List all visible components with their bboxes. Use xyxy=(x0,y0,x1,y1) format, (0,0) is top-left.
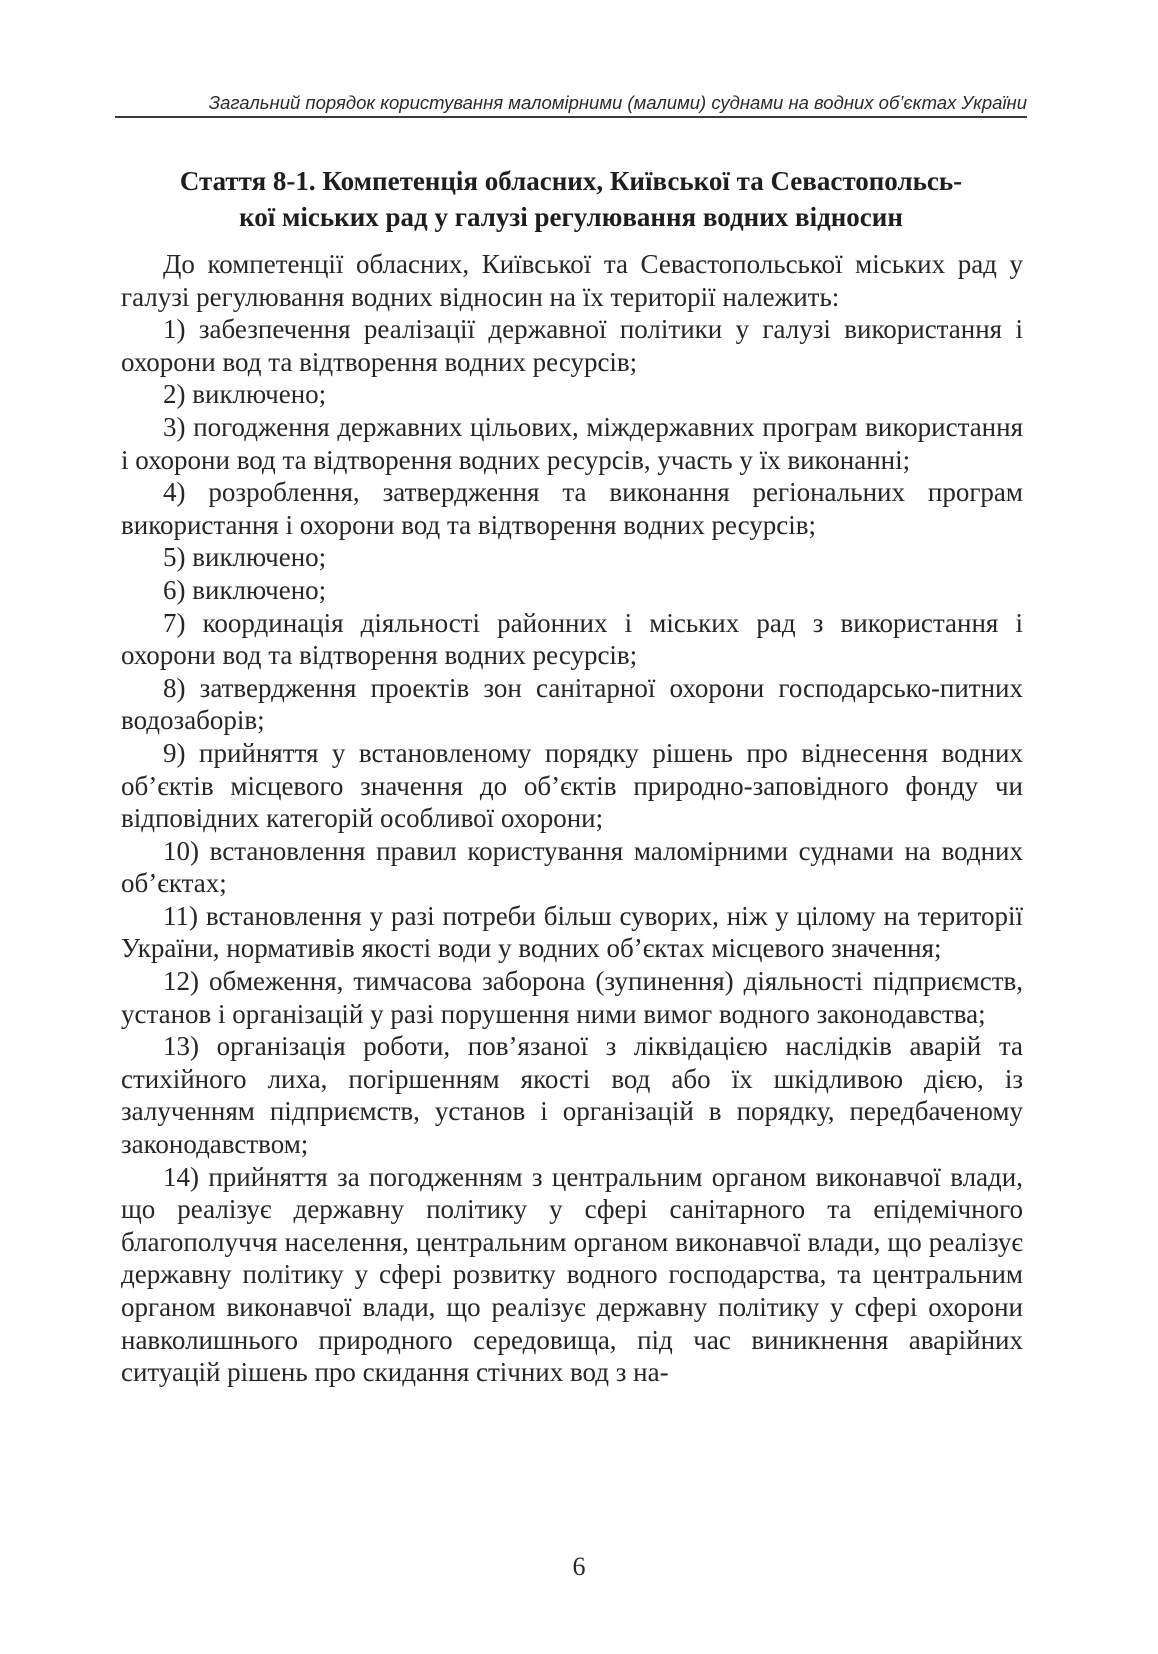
list-item-1: 1) забезпечення реалізації державної політики у галузі використання і охорони вод та відтворення водних ресурсів; xyxy=(121,314,1023,377)
list-item-10: 10) встановлення правил користування маломірними суднами на водних об’єктах; xyxy=(121,835,1023,899)
list-item-9: 9) прийняття у встановленому порядку рішень про віднесення водних об’єктів місцевого значення до об’єктів природно-заповідного фонду чи відповідних категорій особливої охорони; xyxy=(121,737,1023,834)
list-item-7: 7) координація діяльності районних і міських рад з використання і охорони вод та відтворення водних ресурсів; xyxy=(121,607,1023,671)
header-rule xyxy=(115,116,1027,118)
list-item-5: 5) виключено; xyxy=(163,542,327,573)
article-title-line-1: Стаття 8-1. Компетенція обласних, Київської та Севастопольсь- xyxy=(179,166,963,196)
list-item-4: 4) розроблення, затвердження та виконання регіональних програм використання і охорони вод та відтворення водних ресурсів; xyxy=(121,477,1023,540)
list-item-3: 3) погодження державних цільових, міждержавних програм використання і охорони вод та відтворення водних ресурсів, участь у їх виконанні; xyxy=(121,411,1023,475)
intro-paragraph: До компетенції обласних, Київської та Севастопольської міських рад у галузі регулювання водних відносин на їх території належить: xyxy=(121,249,1023,312)
list-item-12: 12) обмеження, тимчасова заборона (зупинення) діяльності підприємств, установ і організацій у разі порушення ними вимог водного законодавства; xyxy=(121,966,1023,1029)
running-header: Загальний порядок користування маломірними (малими) суднами на водних об’єктах України xyxy=(208,92,1027,113)
list-item-8: 8) затвердження проектів зон санітарної охорони господарсько-питних водозаборів; xyxy=(121,672,1023,736)
list-item-6: 6) виключено; xyxy=(163,574,327,605)
list-item-11: 11) встановлення у разі потреби більш суворих, ніж у цілому на території України, нормативів якості води у водних об’єктах місцевого значення; xyxy=(121,900,1023,964)
article-body xyxy=(121,248,1023,1389)
list-item-2: 2) виключено; xyxy=(163,379,327,410)
article-title xyxy=(120,163,1022,235)
list-item-14: 14) прийняття за погодженням з центральним органом виконавчої влади, що реалізує державну політику у сфері санітарного та епідемічного благополуччя населення, центральним органом виконавчої влади, що реалізує державну політику у сфері розвитку водного господарства, та центральним органом виконавчої влади, що реалізує державну політику у сфері охорони навколишнього природного середовища, під час виникнення аварійних ситуацій рішень про скидання стічних вод з на- xyxy=(121,1161,1023,1388)
article-title-line-2: кої міських рад у галузі регулювання водних відносин xyxy=(239,202,903,232)
page-number: 6 xyxy=(572,1552,586,1581)
list-item-13: 13) організація роботи, пов’язаної з ліквідацією наслідків аварій та стихійного лиха, погіршенням якості вод або їх шкідливою дією, із залученням підприємств, установ і організацій в порядку, передбаченому законодавством; xyxy=(121,1031,1023,1160)
